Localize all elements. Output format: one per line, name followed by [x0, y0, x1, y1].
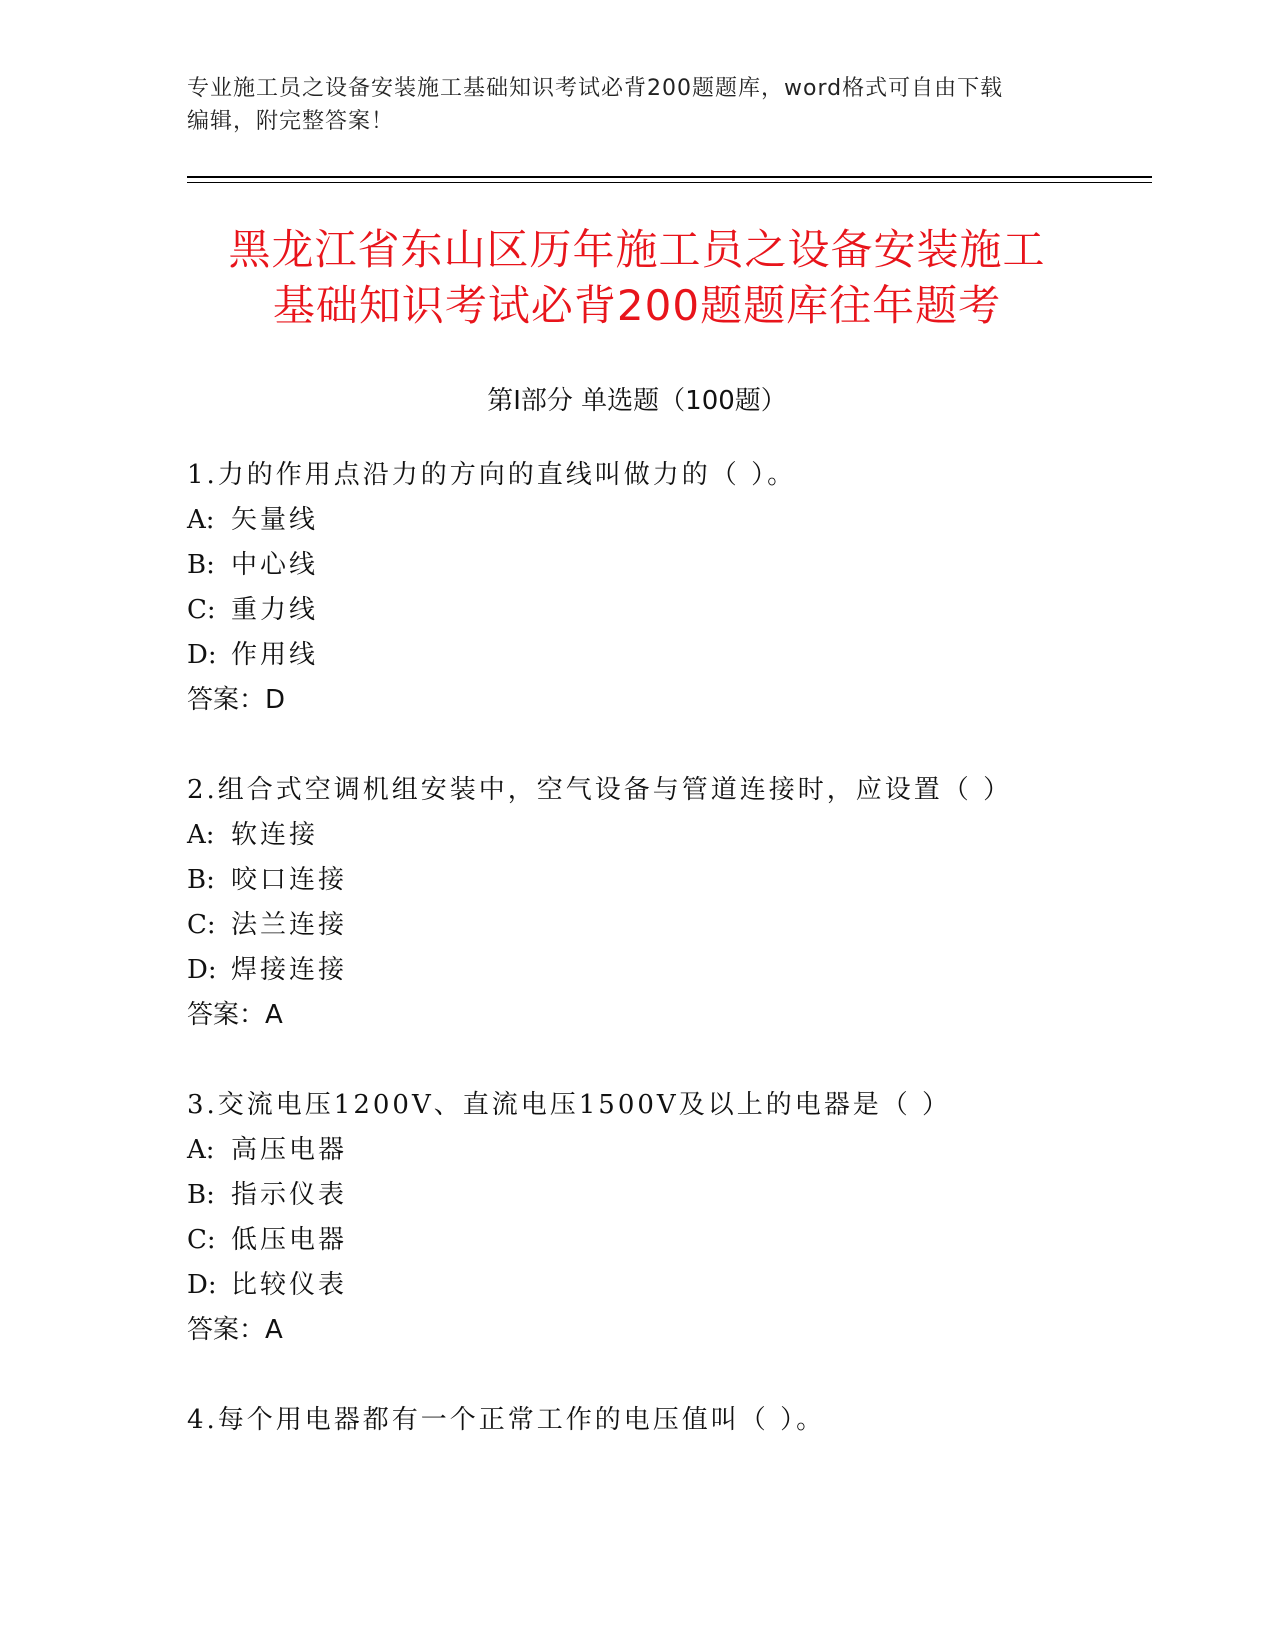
option-b	[187, 858, 1152, 903]
question-1	[187, 453, 1152, 723]
option-letter: A:	[187, 505, 215, 535]
question-stem: 3.交流电压1200V、直流电压1500V及以上的电器是（ ）	[187, 1090, 951, 1120]
answer-line: 答案：D	[187, 685, 286, 715]
option-text: 焊接连接	[231, 955, 348, 985]
option-text: 指示仪表	[231, 1180, 348, 1210]
section-heading: 第Ⅰ部分 单选题（100题）	[487, 386, 787, 416]
option-letter: C:	[187, 1225, 216, 1255]
document-title-line-2: 基础知识考试必背200题题库往年题考	[272, 281, 1002, 330]
answer-line: 答案：A	[187, 1000, 283, 1030]
option-text: 软连接	[231, 820, 319, 850]
option-c	[187, 588, 1152, 633]
option-a	[187, 498, 1152, 543]
answer-line: 答案：A	[187, 1315, 283, 1345]
option-text: 作用线	[231, 640, 319, 670]
option-text: 重力线	[231, 595, 319, 625]
header-divider-thin	[187, 182, 1152, 183]
option-letter: A:	[187, 1135, 215, 1165]
option-letter: D:	[187, 1270, 217, 1300]
option-d	[187, 633, 1152, 678]
option-d	[187, 948, 1152, 993]
option-letter: C:	[187, 910, 216, 940]
option-letter: C:	[187, 595, 216, 625]
option-text: 高压电器	[231, 1135, 348, 1165]
question-3	[187, 1083, 1152, 1353]
header-note-line-1: 专业施工员之设备安装施工基础知识考试必背200题题库，word格式可自由下载	[187, 76, 1004, 101]
option-letter: D:	[187, 955, 217, 985]
option-d	[187, 1263, 1152, 1308]
option-letter: B:	[187, 865, 215, 895]
option-a	[187, 1128, 1152, 1173]
option-letter: A:	[187, 820, 215, 850]
option-text: 法兰连接	[231, 910, 348, 940]
question-stem: 2.组合式空调机组安装中，空气设备与管道连接时，应设置（ ）	[187, 775, 1013, 805]
header-note-line-2: 编辑，附完整答案！	[187, 109, 395, 134]
header-note	[187, 72, 1087, 138]
option-letter: B:	[187, 550, 215, 580]
document-title	[187, 222, 1087, 334]
question-4	[187, 1398, 1152, 1443]
option-letter: D:	[187, 640, 217, 670]
document-title-line-1: 黑龙江省东山区历年施工员之设备安装施工	[228, 225, 1046, 274]
option-text: 中心线	[231, 550, 319, 580]
option-c	[187, 1218, 1152, 1263]
question-stem: 1.力的作用点沿力的方向的直线叫做力的（ ）。	[187, 460, 797, 490]
question-2	[187, 768, 1152, 1038]
option-text: 咬口连接	[231, 865, 348, 895]
option-text: 比较仪表	[231, 1270, 348, 1300]
option-a	[187, 813, 1152, 858]
option-letter: B:	[187, 1180, 215, 1210]
option-b	[187, 1173, 1152, 1218]
option-c	[187, 903, 1152, 948]
option-b	[187, 543, 1152, 588]
option-text: 矢量线	[231, 505, 319, 535]
question-stem: 4.每个用电器都有一个正常工作的电压值叫（ ）。	[187, 1405, 826, 1435]
option-text: 低压电器	[231, 1225, 348, 1255]
header-divider-thick	[187, 176, 1152, 178]
